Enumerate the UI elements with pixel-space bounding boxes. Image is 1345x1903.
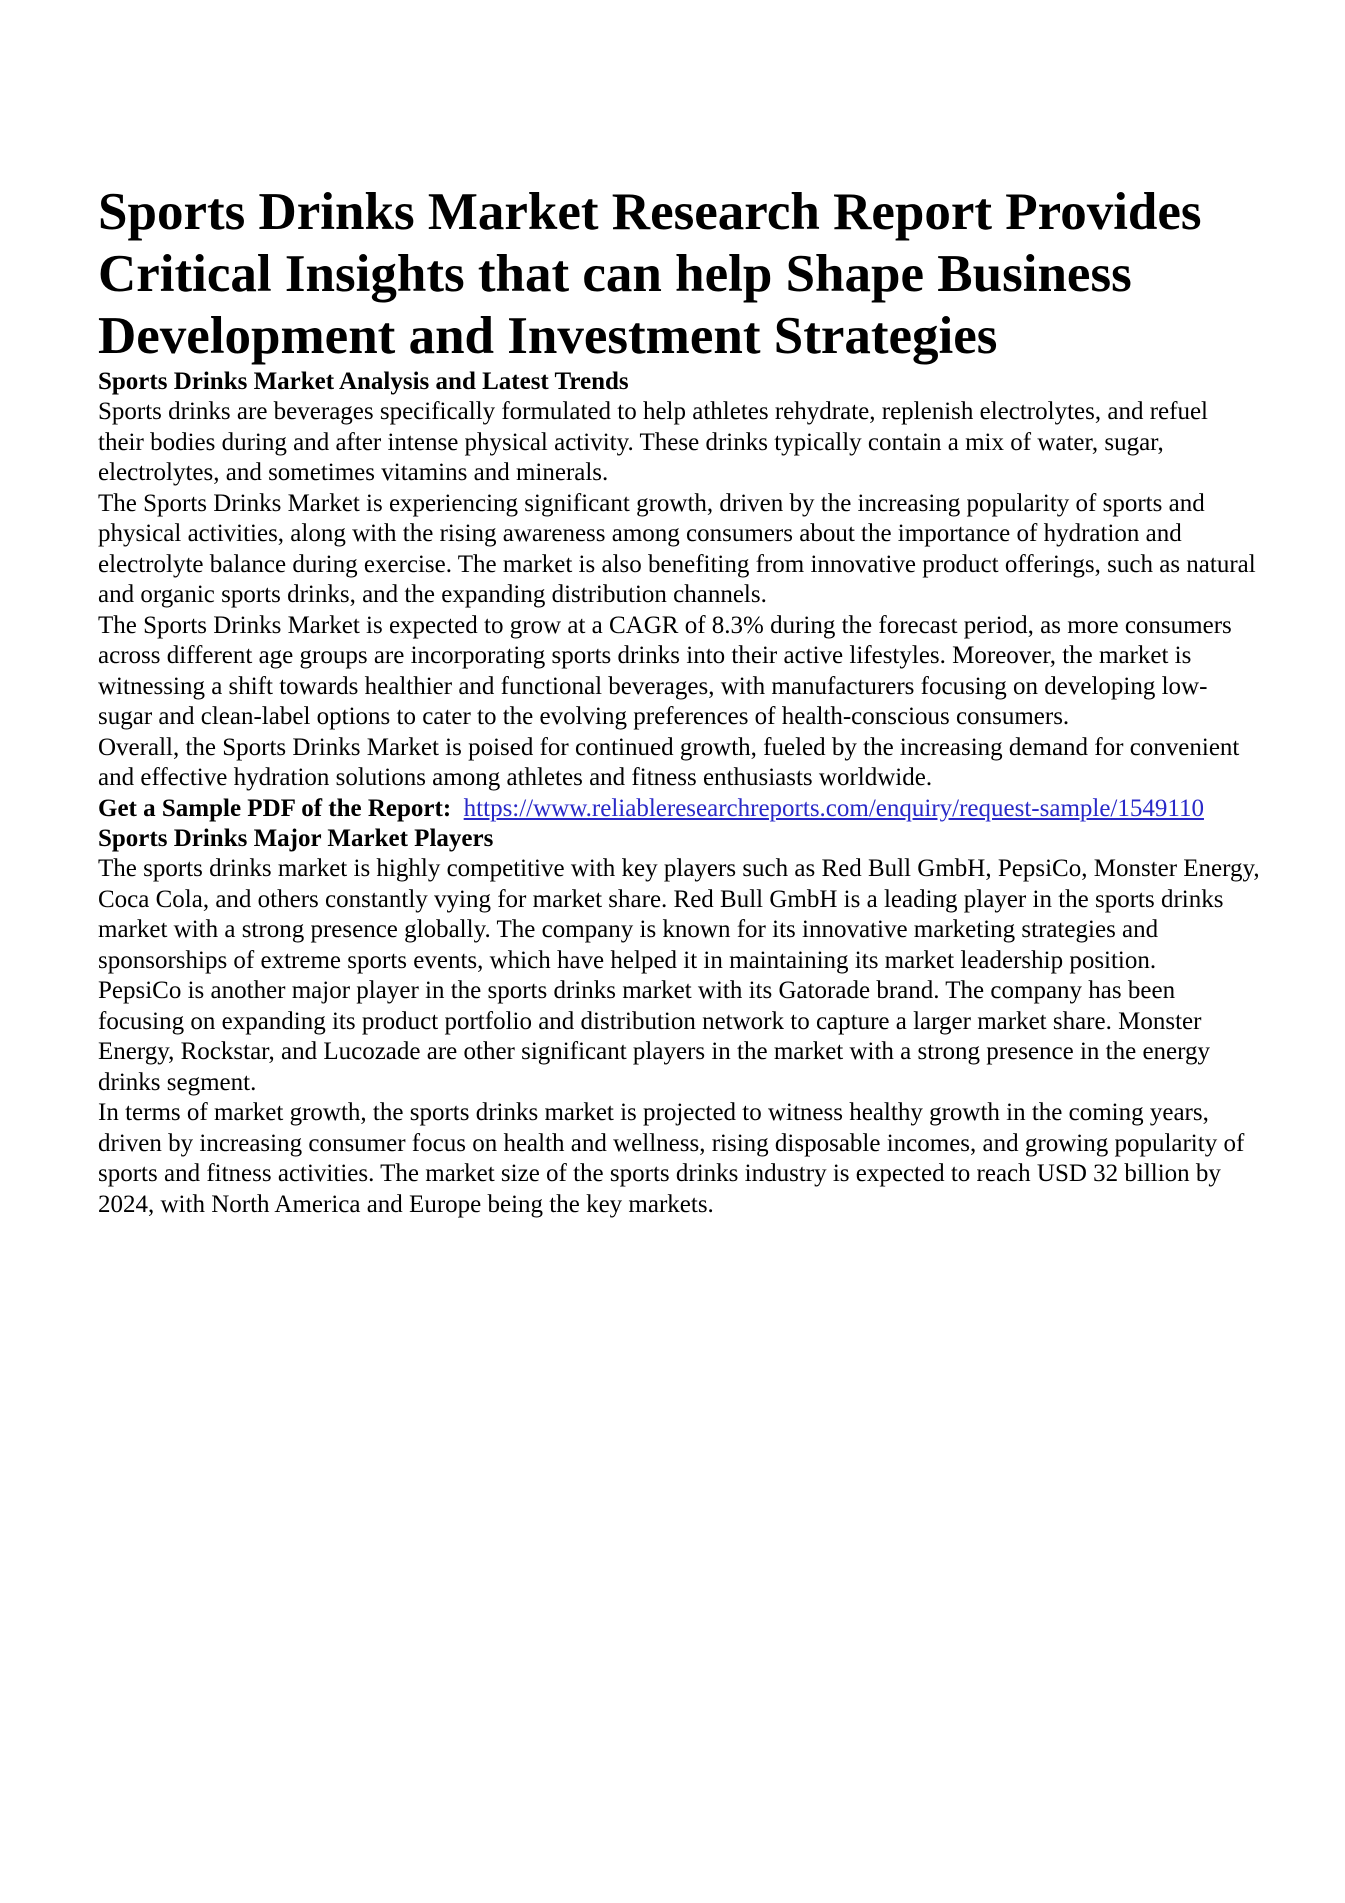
sample-pdf-link[interactable]: https://www.reliableresearchreports.com/enquiry/request-sample/1549110 bbox=[463, 794, 1204, 822]
sample-pdf-line bbox=[98, 794, 1260, 825]
paragraph-overall: Overall, the Sports Drinks Market is poised for continued growth, fueled by the increasing demand for convenient and effective hydration solutions among athletes and fitness enthusiasts worldwide. bbox=[98, 733, 1240, 791]
paragraph-market-growth: In terms of market growth, the sports drinks market is projected to witness healthy growth in the coming years, driven by increasing consumer focus on health and wellness, rising disposable incomes, and growing popularity of sports and fitness activities. The market size of the sports drinks industry is expected to reach USD 32 billion by 2024, with North America and Europe being the key markets. bbox=[98, 1099, 1245, 1218]
page-title: Sports Drinks Market Research Report Provides Critical Insights that can help Shape Business Development and Investment Strategies bbox=[98, 183, 1202, 365]
paragraph-growth-drivers: The Sports Drinks Market is experiencing significant growth, driven by the increasing popularity of sports and physical activities, along with the rising awareness among consumers about the importance of hydration and electrolyte balance during exercise. The market is also benefiting from innovative product offerings, such as natural and organic sports drinks, and the expanding distribution channels. bbox=[98, 489, 1256, 608]
paragraph-cagr: The Sports Drinks Market is expected to grow at a CAGR of 8.3% during the forecast period, as more consumers across different age groups are incorporating sports drinks into their active lifestyles. Moreover, the market is witnessing a shift towards healthier and functional beverages, with manufacturers focusing on developing low-sugar and clean-label options to cater to the evolving preferences of health-conscious consumers. bbox=[98, 611, 1232, 730]
document-body bbox=[98, 181, 1260, 1220]
paragraph-competition: The sports drinks market is highly competitive with key players such as Red Bull GmbH, PepsiCo, Monster Energy, Coca Cola, and others constantly vying for market share. Red Bull GmbH is a leading player in the sports drinks market with a strong presence globally. The company is known for its innovative marketing strategies and sponsorships of extreme sports events, which have helped it in maintaining its market leadership position. bbox=[98, 855, 1260, 974]
paragraph-pepsico: PepsiCo is another major player in the sports drinks market with its Gatorade brand. The company has been focusing on expanding its product portfolio and distribution network to capture a larger market share. Monster Energy, Rockstar, and Lucozade are other significant players in the market with a strong presence in the energy drinks segment. bbox=[98, 977, 1211, 1096]
sample-pdf-label: Get a Sample PDF of the Report: bbox=[98, 794, 452, 822]
paragraph-definition: Sports drinks are beverages specifically formulated to help athletes rehydrate, replenish electrolytes, and refuel their bodies during and after intense physical activity. These drinks typically contain a mix of water, sugar, electrolytes, and sometimes vitamins and minerals. bbox=[98, 398, 1208, 486]
section-heading-analysis: Sports Drinks Market Analysis and Latest Trends bbox=[98, 368, 629, 395]
section-heading-players: Sports Drinks Major Market Players bbox=[98, 825, 494, 852]
